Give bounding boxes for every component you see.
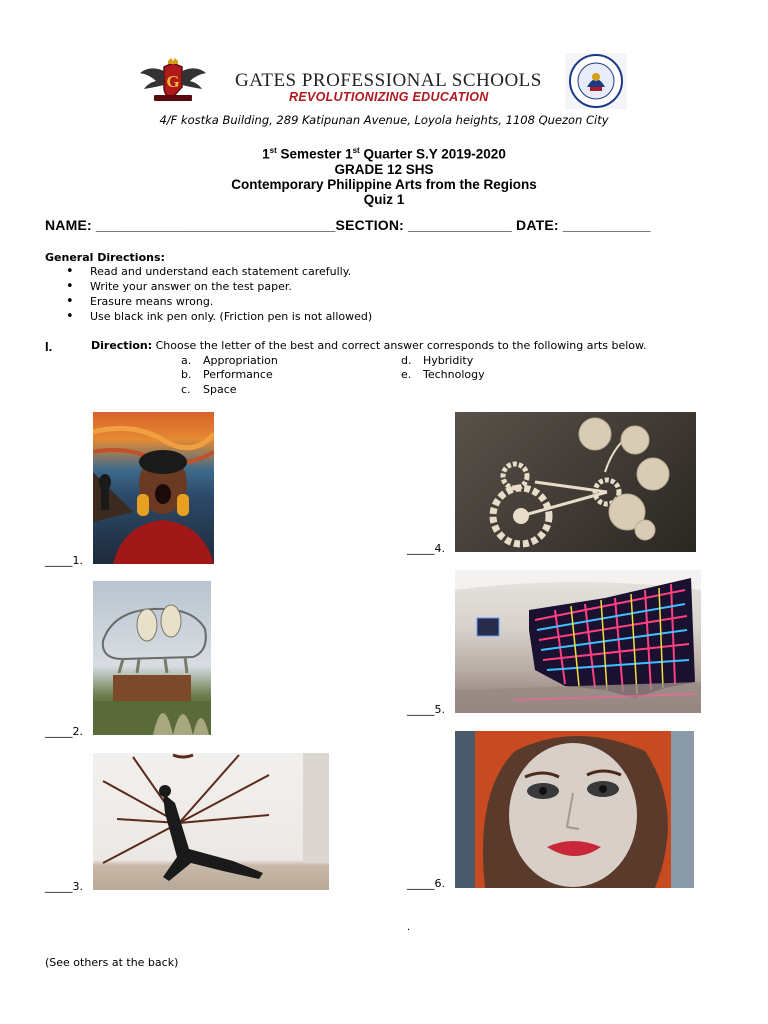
list-item: • Read and understand each statement carefully. [64, 264, 372, 279]
school-tagline: REVOLUTIONIZING EDUCATION [289, 90, 489, 104]
school-logo [138, 57, 208, 105]
student-info-fields[interactable]: NAME: ______________________________SECTION: _____________ DATE: ___________ [45, 217, 651, 233]
question-3-answer-blank[interactable]: _____3. [45, 880, 83, 893]
logo-letter: G [166, 72, 180, 91]
artwork-5-image [455, 570, 701, 713]
question-2-answer-blank[interactable]: _____2. [45, 725, 83, 738]
semester-line: 1st Semester 1st Quarter S.Y 2019-2020 [262, 146, 506, 162]
artwork-3-image [93, 753, 329, 890]
list-item: • Use black ink pen only. (Friction pen is not allowed) [64, 309, 372, 324]
question-4-answer-blank[interactable]: _____4. [407, 542, 445, 555]
stray-dot: . [407, 921, 411, 933]
option-a: a. Appropriation [181, 354, 278, 367]
artwork-2-image [93, 581, 211, 735]
general-directions-label: General Directions: [45, 251, 165, 264]
artwork-6-image [455, 731, 694, 888]
part-direction: Direction: Choose the letter of the best and correct answer corresponds to the following arts below. [91, 339, 647, 352]
subject-line: Contemporary Philippine Arts from the Regions [231, 176, 537, 192]
grade-line: GRADE 12 SHS [334, 161, 434, 177]
deped-seal [565, 53, 627, 109]
artwork-1-image [93, 412, 214, 564]
option-b: b. Performance [181, 368, 273, 381]
part-numeral: I. [45, 339, 53, 354]
quiz-title-block [0, 143, 768, 207]
option-d: d. Hybridity [401, 354, 474, 367]
footer-note: (See others at the back) [45, 956, 179, 969]
general-directions-list [64, 264, 372, 324]
quiz-number: Quiz 1 [363, 191, 405, 207]
list-item: • Erasure means wrong. [64, 294, 372, 309]
school-name: GATES PROFESSIONAL SCHOOLS [235, 70, 542, 91]
question-6-answer-blank[interactable]: _____6. [407, 877, 445, 890]
option-c: c. Space [181, 383, 237, 396]
school-address: 4/F kostka Building, 289 Katipunan Avenue, Loyola heights, 1108 Quezon City [159, 113, 609, 127]
list-item: • Write your answer on the test paper. [64, 279, 372, 294]
artwork-4-image [455, 412, 696, 552]
option-e: e. Technology [401, 368, 485, 381]
question-1-answer-blank[interactable]: _____1. [45, 554, 83, 567]
question-5-answer-blank[interactable]: _____5. [407, 703, 445, 716]
